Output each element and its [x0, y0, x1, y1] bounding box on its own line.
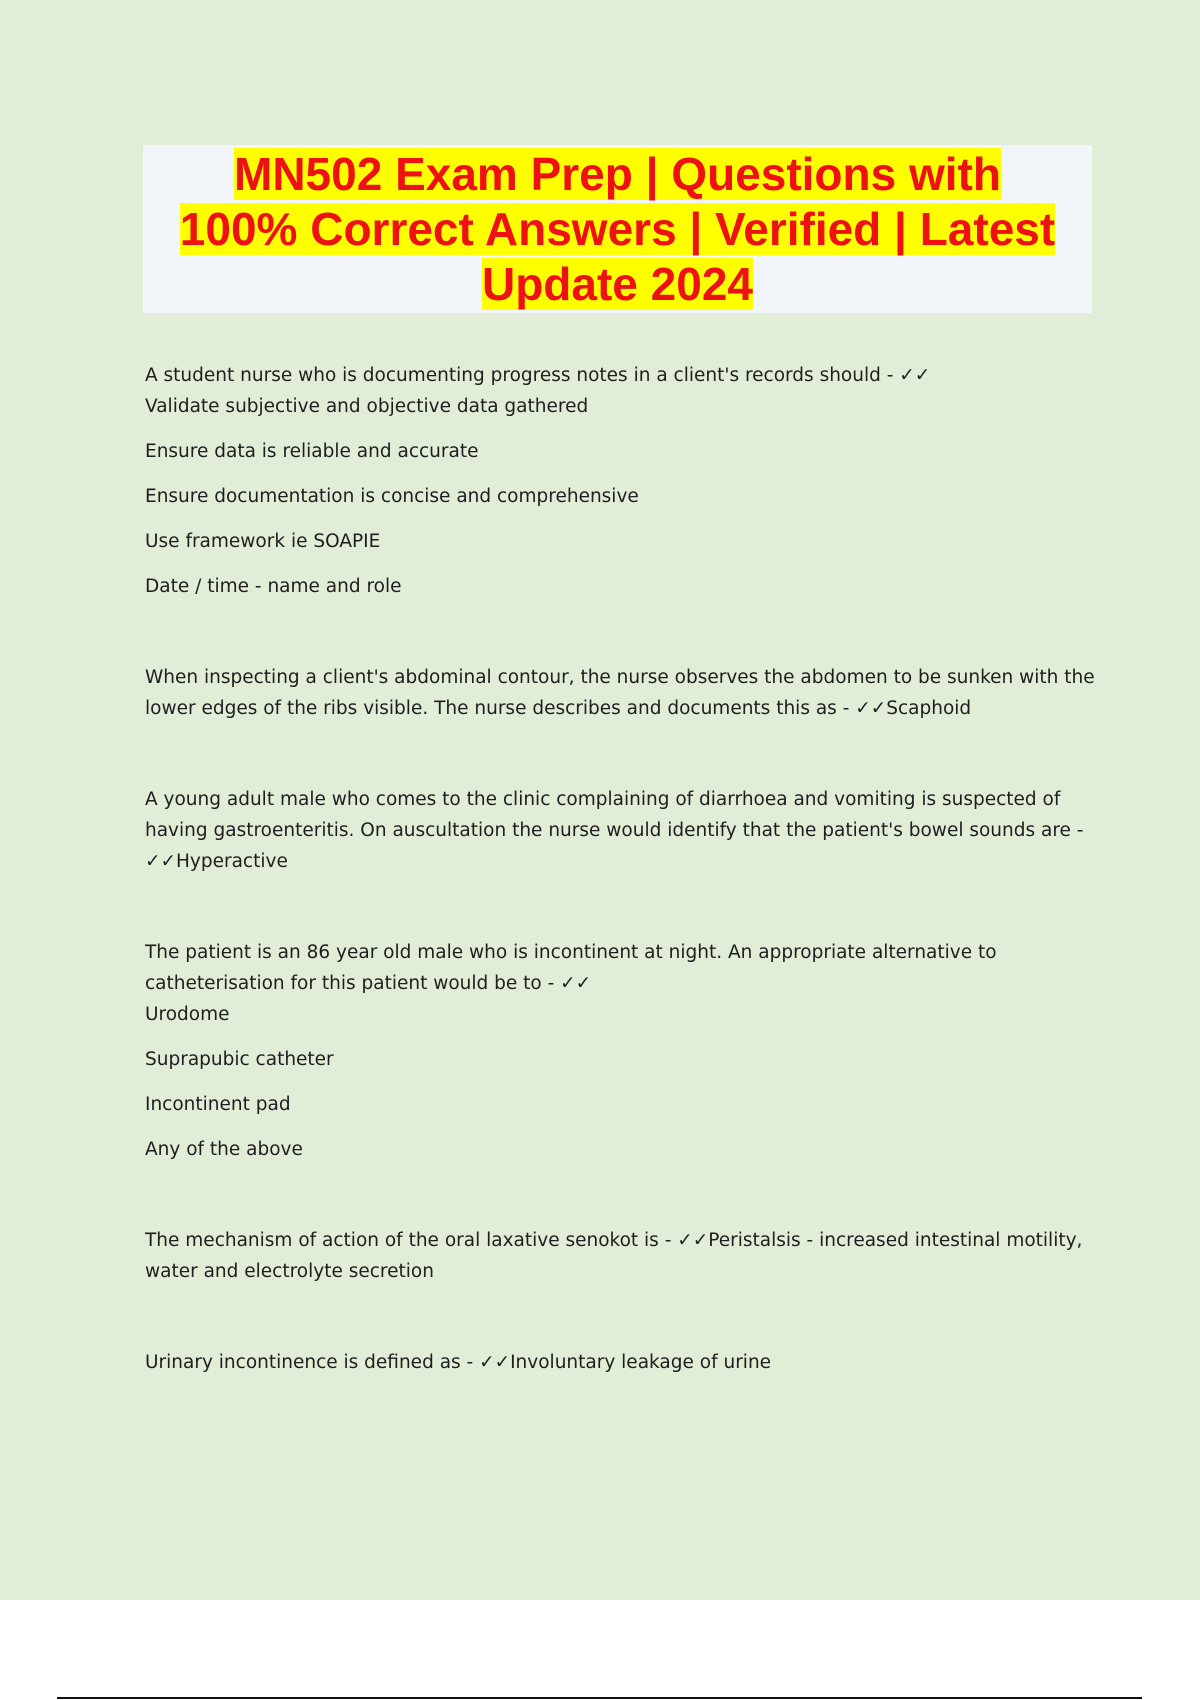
answer-option: Incontinent pad: [145, 1094, 291, 1115]
question-2: [145, 662, 1095, 724]
answer-line: Validate subjective and objective data gathered: [145, 396, 589, 417]
footer-rule: [57, 1697, 1142, 1699]
question-text-line: water and electrolyte secretion: [145, 1261, 434, 1282]
title-line-2: 100% Correct Answers | Verified | Latest: [179, 203, 1056, 255]
question-1: [145, 360, 1085, 602]
question-5: [145, 1225, 1085, 1287]
question-text-line: The mechanism of action of the oral laxative senokot is - ✓✓Peristalsis - increased intestinal motility,: [145, 1230, 1083, 1251]
question-text-line: lower edges of the ribs visible. The nurse describes and documents this as - ✓✓Scaphoid: [145, 698, 972, 719]
answer-option: Use framework ie SOAPIE: [145, 531, 381, 552]
title-line-3: Update 2024: [481, 258, 753, 310]
answer-option: Any of the above: [145, 1139, 303, 1160]
answer-option: Ensure data is reliable and accurate: [145, 441, 479, 462]
question-list: [145, 360, 1095, 1378]
question-text-line: having gastroenteritis. On auscultation the nurse would identify that the patient's bowel sounds are -: [145, 820, 1084, 841]
document-title: [143, 145, 1092, 312]
question-text-line: Urinary incontinence is defined as - ✓✓Involuntary leakage of urine: [145, 1352, 772, 1373]
question-3: [145, 784, 1085, 877]
question-text-line: The patient is an 86 year old male who is incontinent at night. An appropriate alternative to: [145, 942, 997, 963]
answer-option: Ensure documentation is concise and comprehensive: [145, 486, 639, 507]
title-box: [143, 145, 1092, 313]
question-text-line: A young adult male who comes to the clinic complaining of diarrhoea and vomiting is suspected of: [145, 789, 1061, 810]
question-text-line: When inspecting a client's abdominal contour, the nurse observes the abdomen to be sunken with the: [145, 667, 1095, 688]
title-line-1: MN502 Exam Prep | Questions with: [234, 148, 1001, 200]
question-text-line: catheterisation for this patient would be to - ✓✓: [145, 973, 592, 994]
question-6: [145, 1347, 1085, 1378]
answer-line: Urodome: [145, 1004, 230, 1025]
answer-line: ✓✓Hyperactive: [145, 851, 288, 872]
answer-option: Suprapubic catheter: [145, 1049, 334, 1070]
answer-option: Date / time - name and role: [145, 576, 402, 597]
question-text-line: A student nurse who is documenting progress notes in a client's records should - ✓✓: [145, 365, 931, 386]
question-4: [145, 937, 1085, 1165]
